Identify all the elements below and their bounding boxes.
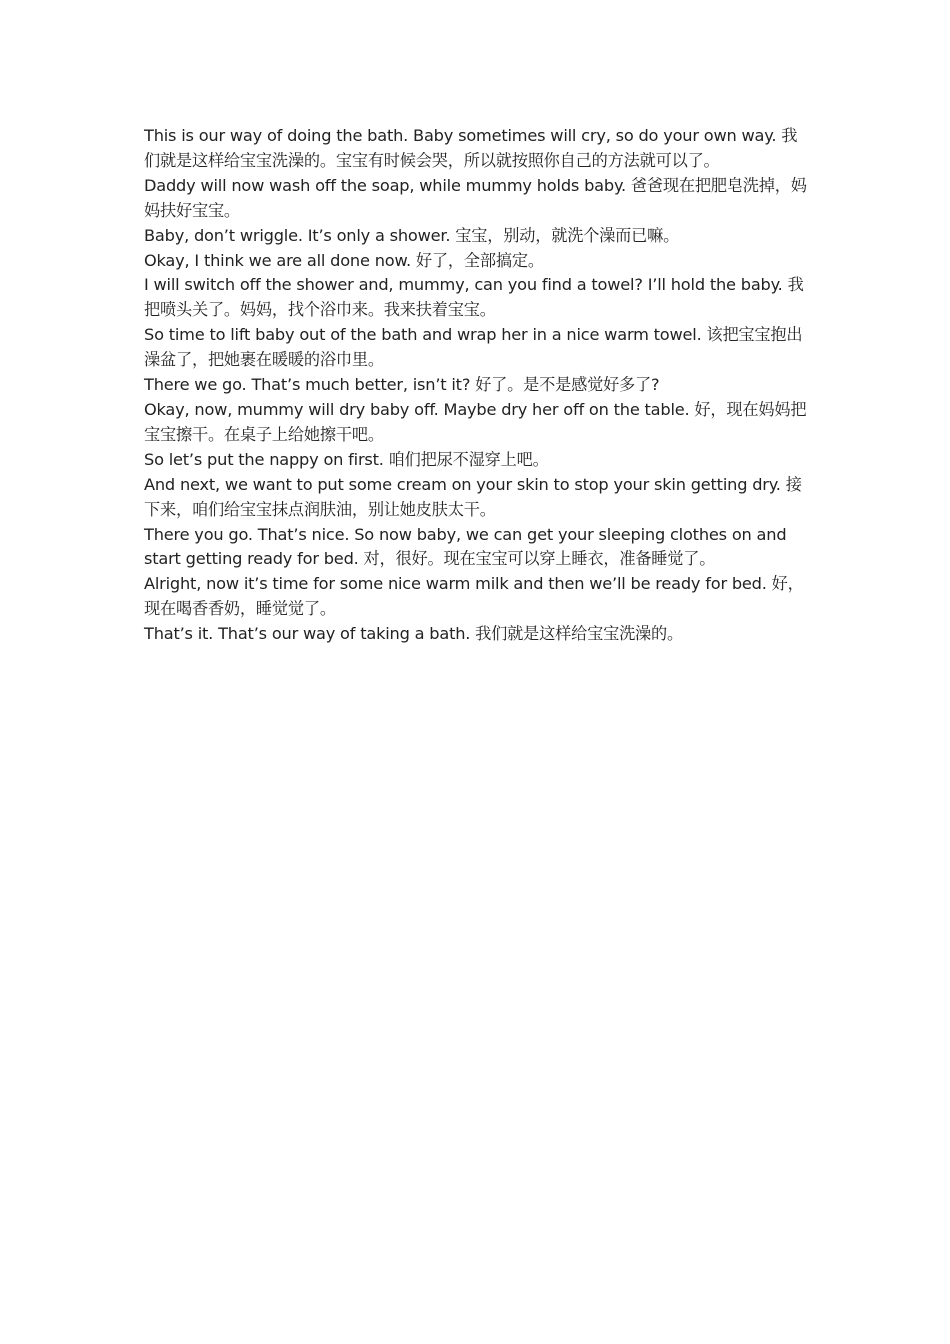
document-body <box>144 124 808 647</box>
paragraph-6: So time to lift baby out of the bath and wrap her in a nice warm towel. 该把宝宝抱出澡盆了，把她裹在暖暖的浴巾里。 <box>144 325 803 370</box>
paragraph-12: Alright, now it’s time for some nice warm milk and then we’ll be ready for bed. 好，现在喝香香奶，睡觉觉了。 <box>144 574 804 619</box>
paragraph-8: Okay, now, mummy will dry baby off. Maybe dry her off on the table. 好，现在妈妈把宝宝擦干。在桌子上给她擦干吧。 <box>144 399 807 444</box>
paragraph-9: So let’s put the nappy on first. 咱们把尿不湿穿上吧。 <box>144 449 549 469</box>
paragraph-3: Baby, don’t wriggle. It’s only a shower. 宝宝，别动，就洗个澡而已嘛。 <box>144 225 680 245</box>
paragraph-13: That’s it. That’s our way of taking a bath. 我们就是这样给宝宝洗澡的。 <box>144 624 684 644</box>
paragraph-11: There you go. That’s nice. So now baby, we can get your sleeping clothes on and start getting ready for bed. 对，很好。现在宝宝可以穿上睡衣，准备睡觉了。 <box>144 524 787 569</box>
paragraph-10: And next, we want to put some cream on your skin to stop your skin getting dry. 接下来，咱们给宝宝抹点润肤油，别让她皮肤太干。 <box>144 474 802 519</box>
paragraph-2: Daddy will now wash off the soap, while mummy holds baby. 爸爸现在把肥皂洗掉，妈妈扶好宝宝。 <box>144 175 807 220</box>
paragraph-7: There we go. That’s much better, isn’t it? 好了。是不是感觉好多了? <box>144 375 660 395</box>
paragraph-5: I will switch off the shower and, mummy, can you find a towel? I’ll hold the baby. 我把喷头关了。妈妈，找个浴巾来。我来扶着宝宝。 <box>144 275 804 320</box>
paragraph-4: Okay, I think we are all done now. 好了，全部搞定。 <box>144 250 544 270</box>
paragraph-1: This is our way of doing the bath. Baby sometimes will cry, so do your own way. 我们就是这样给宝宝洗澡的。宝宝有时候会哭，所以就按照你自己的方法就可以了。 <box>144 126 798 170</box>
